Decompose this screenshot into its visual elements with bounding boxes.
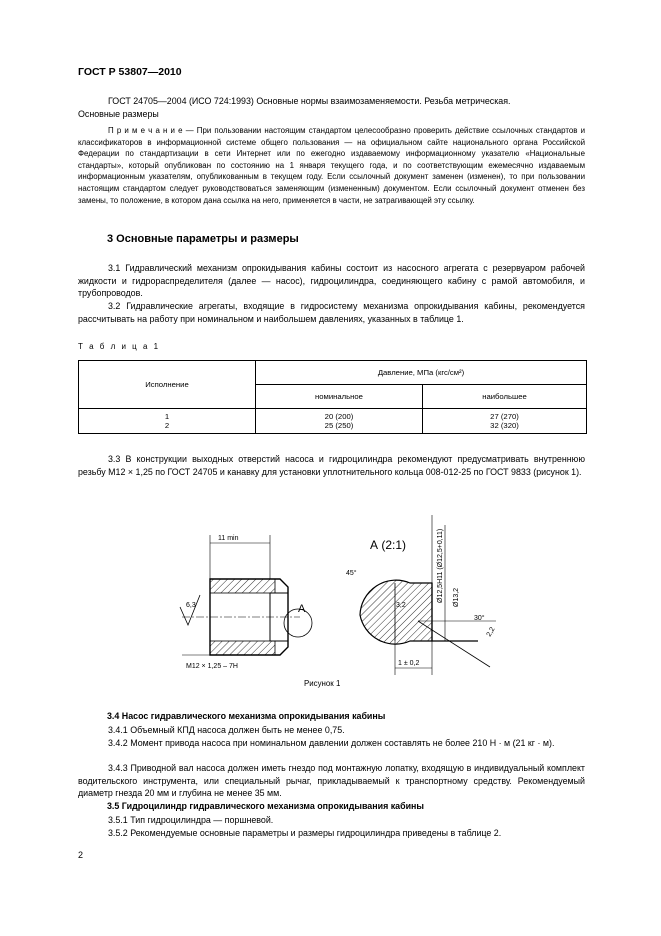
thread-label: М12 × 1,25 – 7Н — [186, 663, 238, 670]
note-text: — При пользовании настоящим стандартом целесообразно проверить действие ссылочных стандартов и классификаторов в информационной системе общего пользования — на официальном сайте национального органа Российской Федерации по стандартизации в сети Интернет или по ежегодно издаваемому информационному указателю «Национальные стандарты», который опубликован по состоянию на 1 января текущего года, и по соответствующим ежемесячно издаваемым информационным указателям, опубликованным в текущем году. Если ссылочный документ заменен (изменен), то при пользовании настоящим стандартом следует руководствоваться заменяющим (измененным) документом. Если ссылочный документ отменен без замены, то положение, в котором дана ссылка на него, применяется в части, не затрагивающей эту ссылку. — [78, 126, 586, 205]
section-3-5-title: 3.5 Гидроцилиндр гидравлического механизма опрокидывания кабины — [107, 801, 424, 811]
reference-line-1: ГОСТ 24705—2004 (ИСО 724:1993) Основные нормы взаимозаменяемости. Резьба метрическая. — [108, 96, 511, 106]
table-row — [79, 421, 587, 434]
cell-variant: 2 — [79, 421, 256, 434]
reference-line-2: Основные размеры — [78, 108, 159, 119]
paragraph-3-4-2: 3.4.2 Момент привода насоса при номинальном давлении должен составлять не более 210 Н · м (21 кг · м). — [108, 738, 555, 748]
detail-title: А (2:1) — [370, 538, 407, 552]
cell-max: 27 (270) — [423, 409, 587, 422]
roughness-detail-label: 3,2 — [396, 602, 406, 609]
cell-max: 32 (320) — [423, 421, 587, 434]
cell-nominal: 25 (250) — [256, 421, 423, 434]
header-variant: Исполнение — [79, 361, 256, 409]
figure-1-caption: Рисунок 1 — [304, 679, 341, 688]
dia-13-2-label: Ø13,2 — [453, 587, 460, 607]
left-section-view — [180, 535, 312, 670]
note-label: П р и м е ч а н и е — [108, 126, 183, 135]
header-nominal: номинальное — [256, 385, 423, 409]
cell-variant: 1 — [79, 409, 256, 422]
cell-nominal: 20 (200) — [256, 409, 423, 422]
roughness-left-label: 6,3 — [186, 602, 196, 609]
document-header: ГОСТ Р 53807—2010 — [78, 66, 182, 78]
page-number: 2 — [78, 850, 84, 860]
dim-1-label: 1 ± 0,2 — [398, 660, 420, 667]
table-1 — [78, 360, 587, 434]
figure-1-drawing — [170, 495, 610, 680]
angle-45-label: 45° — [346, 570, 357, 577]
header-max: наибольшее — [423, 385, 587, 409]
view-ref-label: А — [298, 603, 306, 615]
header-pressure: Давление, МПа (кгс/см²) — [256, 361, 587, 385]
paragraph-3-4-3: 3.4.3 Приводной вал насоса должен иметь гнездо под монтажную лопатку, входящую в индивидуальный комплект водительского инструмента, или специальный рычаг, прикладываемый к транспортному средству. Рекомендуемый диаметр гнезда 20 мм и глубина не менее 35 мм. — [78, 763, 585, 798]
paragraph-3-5-2: 3.5.2 Рекомендуемые основные параметры и размеры гидроцилиндра приведены в таблице 2. — [108, 828, 502, 838]
section-3-title: 3 Основные параметры и размеры — [107, 233, 299, 245]
section-3-4-title: 3.4 Насос гидравлического механизма опрокидывания кабины — [107, 711, 386, 721]
detail-a-view — [346, 515, 497, 675]
dia-groove-label: Ø12,5Н11 (Ø12,5+0,11) — [437, 528, 444, 603]
paragraph-3-2: 3.2 Гидравлические агрегаты, входящие в гидросистему механизма опрокидывания кабины, рекомендуется рассчитывать на работу при номинальном и наибольшем давлениях, указанных в таблице 1. — [78, 301, 585, 324]
table-row — [79, 409, 587, 422]
paragraph-3-1: 3.1 Гидравлический механизм опрокидывания кабины состоит из насосного агрегата с резервуаром рабочей жидкости и гидрораспределителя (далее — насос), гидроцилиндра, соединяющего кабину с рамой автомобиля, и трубопроводов. — [78, 263, 585, 298]
angle-30-label: 30° — [474, 615, 485, 622]
dim-2-2-label: 2,2 — [485, 626, 497, 638]
normative-reference — [78, 95, 585, 120]
paragraph-3-3: 3.3 В конструкции выходных отверстий насоса и гидроцилиндра рекомендуют предусматривать внутреннюю резьбу М12 × 1,25 по ГОСТ 24705 и канавку для установки уплотнительного кольца 008-012-25 по ГОСТ 9833 (рисунок 1). — [78, 454, 585, 477]
table-1-caption: Т а б л и ц а 1 — [78, 342, 161, 351]
paragraph-3-4-1: 3.4.1 Объемный КПД насоса должен быть не менее 0,75. — [108, 725, 345, 735]
note-paragraph — [78, 125, 585, 206]
paragraph-3-5-1: 3.5.1 Тип гидроцилиндра — поршневой. — [108, 815, 274, 825]
dim-11min-label: 11 min — [218, 535, 239, 542]
